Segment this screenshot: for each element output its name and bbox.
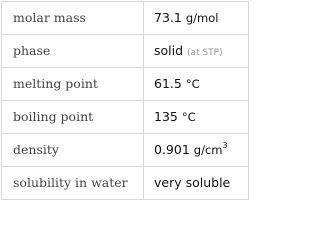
molar-mass-unit: g/mol xyxy=(185,11,219,25)
density-number: 0.901 xyxy=(154,142,190,157)
molar-mass-number: 73.1 xyxy=(154,10,182,25)
phase-value xyxy=(154,43,223,58)
molar-mass-value xyxy=(154,10,218,25)
solubility-label: solubility in water xyxy=(13,175,128,190)
melting-point-unit: °C xyxy=(185,77,200,91)
solubility-value: very soluble xyxy=(154,175,231,190)
boiling-point-number: 135 xyxy=(154,109,178,124)
row-boiling-point xyxy=(2,101,248,134)
boiling-point-value xyxy=(154,109,196,124)
row-molar-mass xyxy=(2,2,248,35)
density-unit-base: g/cm xyxy=(193,143,223,157)
row-melting-point xyxy=(2,68,248,101)
density-unit xyxy=(194,143,228,157)
molar-mass-label: molar mass xyxy=(13,10,86,25)
melting-point-number: 61.5 xyxy=(154,76,182,91)
phase-label: phase xyxy=(13,43,51,58)
phase-note: (at STP) xyxy=(187,48,223,58)
melting-point-label: melting point xyxy=(13,76,98,91)
density-unit-exponent: 3 xyxy=(222,141,228,151)
row-phase xyxy=(2,35,248,68)
boiling-point-label: boiling point xyxy=(13,109,94,124)
phase-text: solid xyxy=(154,43,184,58)
properties-table xyxy=(1,1,249,200)
melting-point-value xyxy=(154,76,200,91)
density-value xyxy=(154,142,228,157)
density-label: density xyxy=(13,142,59,157)
row-solubility xyxy=(2,167,248,200)
boiling-point-unit: °C xyxy=(181,110,196,124)
row-density xyxy=(2,134,248,167)
